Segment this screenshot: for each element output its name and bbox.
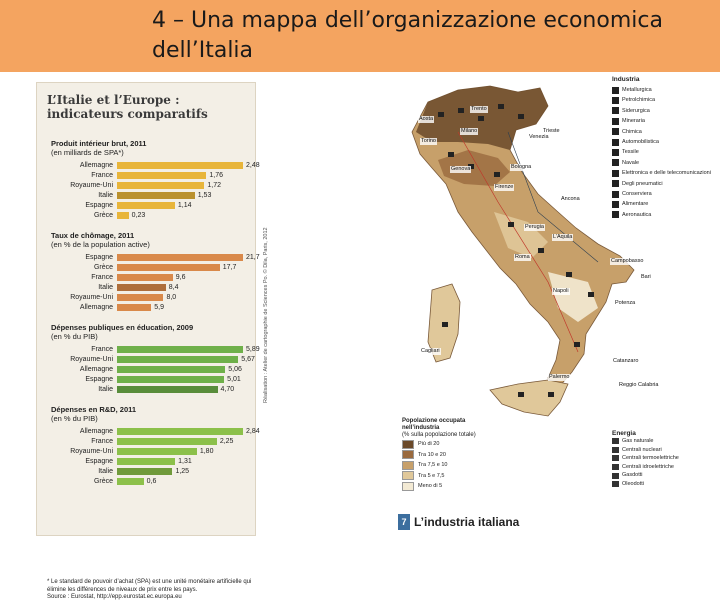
indicator-row	[37, 467, 255, 476]
value-label: 1,72	[207, 182, 221, 189]
panel-footnote	[47, 579, 255, 602]
industry-legend-label: Degli pneumatici	[622, 180, 663, 187]
section-subheading: (en % de la population active)	[51, 240, 150, 249]
population-legend-label: Tra 7,5 e 10	[418, 462, 448, 469]
population-legend-label: Tra 5 e 7,5	[418, 472, 445, 479]
population-legend-item	[402, 439, 502, 450]
indicator-row	[37, 427, 260, 436]
value-label: 5,67	[241, 356, 255, 363]
industry-legend-item	[612, 137, 716, 147]
indicator-row	[37, 181, 255, 190]
country-label: Espagne	[85, 376, 113, 383]
country-label: Grèce	[93, 264, 113, 271]
industry-legend-title: Industria	[612, 76, 640, 83]
industry-legend-item	[612, 158, 716, 168]
industry-legend-item	[612, 168, 716, 178]
value-bar	[117, 274, 173, 281]
indicator-row	[37, 365, 255, 374]
country-label: Allemagne	[79, 428, 113, 435]
population-legend-subtitle: (% sulla popolazione totale)	[402, 432, 476, 438]
indicator-row	[37, 283, 255, 292]
industry-legend	[612, 76, 716, 220]
value-label: 8,0	[166, 294, 177, 301]
value-label: 1,80	[199, 448, 214, 455]
energy-icon	[612, 447, 619, 453]
city-label: Cagliari	[421, 348, 440, 354]
country-label: Espagne	[85, 458, 113, 465]
value-bar	[117, 212, 129, 219]
energy-legend	[612, 430, 716, 489]
city-label: Bologna	[511, 164, 532, 170]
indicator-row	[37, 355, 255, 364]
city-label: Reggio Calabria	[619, 382, 659, 388]
value-label: 2,84	[246, 428, 260, 435]
country-label: Grèce	[93, 478, 113, 485]
industry-legend-item	[612, 147, 716, 157]
value-bar	[117, 386, 218, 393]
value-bar	[117, 448, 197, 455]
value-bar	[117, 438, 217, 445]
indicator-row	[37, 345, 260, 354]
indicator-row	[37, 191, 255, 200]
value-label: 1,76	[209, 172, 224, 179]
population-legend-item	[402, 460, 502, 471]
factory-icon	[612, 180, 619, 187]
energy-legend-label: Centrali nucleari	[622, 446, 662, 453]
indicator-row	[37, 293, 255, 302]
industry-legend-label: Mineraria	[622, 118, 645, 125]
industry-legend-item	[612, 116, 716, 126]
footnote-spa: * Le standard de pouvoir d’achat (SPA) est une unité monétaire artificielle qui élimine les différences de niveaux de prix entre les pays.	[47, 579, 252, 593]
industry-legend-item	[612, 127, 716, 137]
color-swatch	[402, 461, 414, 470]
energy-icon	[612, 455, 619, 461]
footnote-source: Source : Eurostat, http://epp.eurostat.ec.europa.eu	[47, 594, 182, 600]
value-label: 17,7	[222, 264, 237, 271]
energy-legend-item	[612, 480, 716, 489]
energy-legend-item	[612, 437, 716, 446]
energy-legend-label: Centrali termoelettriche	[622, 455, 679, 462]
value-label: 9,6	[175, 274, 186, 281]
indicator-row	[37, 273, 255, 282]
color-swatch	[402, 450, 414, 459]
population-legend-label: Meno di 5	[418, 483, 443, 490]
city-label: Roma	[515, 254, 530, 260]
indicator-row	[37, 211, 255, 220]
value-bar	[117, 428, 243, 435]
section-subheading: (en % du PIB)	[51, 332, 98, 341]
city-label: Venezia	[529, 134, 549, 140]
country-label: France	[91, 274, 113, 281]
energy-icon	[612, 473, 619, 479]
industry-legend-label: Aeronautica	[622, 211, 652, 218]
value-label: 1,14	[177, 202, 192, 209]
color-swatch	[402, 471, 414, 480]
industry-legend-label: Automobilistica	[622, 138, 659, 145]
industry-legend-label: Alimentare	[622, 201, 649, 208]
factory-icon	[612, 149, 619, 156]
value-label: 8,4	[168, 284, 179, 291]
energy-legend-label: Oleodotti	[622, 480, 645, 487]
value-bar	[117, 172, 206, 179]
value-bar	[117, 366, 225, 373]
country-label: Italie	[98, 192, 113, 199]
value-bar	[117, 356, 238, 363]
value-bar	[117, 376, 224, 383]
industry-legend-label: Navale	[622, 159, 640, 166]
value-bar	[117, 192, 195, 199]
section-subheading: (en milliards de SPA*)	[51, 148, 124, 157]
industry-legend-item	[612, 179, 716, 189]
credit-note: Réalisation : Atelier de cartographie de Sciences Po. © Dila, Paris, 2012	[263, 227, 269, 403]
value-label: 0,6	[146, 478, 157, 485]
city-label: Trieste	[543, 128, 560, 134]
country-label: Royaume-Uni	[70, 182, 113, 189]
city-label: L’Aquila	[553, 234, 573, 240]
country-label: Espagne	[85, 202, 113, 209]
factory-icon	[612, 201, 619, 208]
value-bar	[117, 182, 204, 189]
energy-legend-label: Centrali idroelettriche	[622, 463, 674, 470]
population-legend	[402, 418, 502, 492]
indicator-row	[37, 171, 255, 180]
country-label: Royaume-Uni	[70, 294, 113, 301]
indicator-row	[37, 375, 255, 384]
energy-legend-items	[612, 437, 716, 489]
city-label: Catanzaro	[613, 358, 639, 364]
industry-legend-label: Conserviera	[622, 190, 652, 197]
value-label: 1,53	[197, 192, 212, 199]
city-label: Campobasso	[611, 258, 644, 264]
energy-icon	[612, 481, 619, 487]
value-bar	[117, 162, 243, 169]
slide-header	[0, 0, 720, 72]
value-bar	[117, 294, 163, 301]
factory-icon	[612, 128, 619, 135]
industry-legend-label: Siderurgica	[622, 107, 650, 114]
section-heading: Produit intérieur brut, 2011	[51, 139, 147, 148]
energy-legend-item	[612, 471, 716, 480]
city-label: Aosta	[419, 116, 434, 122]
industry-legend-item	[612, 85, 716, 95]
factory-icon	[612, 107, 619, 114]
industry-legend-item	[612, 199, 716, 209]
value-bar	[117, 202, 175, 209]
city-label: Potenza	[615, 300, 636, 306]
industry-legend-items	[612, 85, 716, 220]
value-label: 2,48	[246, 162, 260, 169]
value-label: 21,7	[246, 254, 260, 261]
country-label: Allemagne	[79, 366, 113, 373]
energy-legend-label: Gas naturale	[622, 438, 654, 444]
industry-legend-item	[612, 210, 716, 220]
city-label: Firenze	[495, 184, 514, 190]
section-subheading: (en % du PIB)	[51, 414, 98, 423]
map-number: 7	[398, 514, 410, 530]
indicator-row	[37, 457, 255, 466]
factory-icon	[612, 211, 619, 218]
section-heading: Taux de chômage, 2011	[51, 231, 135, 240]
section-title	[51, 323, 251, 341]
energy-icon	[612, 464, 619, 470]
value-label: 5,89	[246, 346, 260, 353]
population-legend-title: Popolazione occupata nell’industria	[402, 418, 466, 431]
industry-legend-item	[612, 106, 716, 116]
map-title-bar	[398, 512, 612, 532]
value-label: 1,31	[178, 458, 192, 465]
indicators-panel	[36, 82, 269, 600]
country-label: Royaume-Uni	[70, 356, 113, 363]
indicator-row	[37, 447, 255, 456]
energy-legend-item	[612, 446, 716, 455]
population-legend-item	[402, 471, 502, 482]
indicator-row	[37, 303, 255, 312]
value-label: 5,01	[227, 376, 241, 383]
population-legend-item	[402, 481, 502, 492]
city-label: Milano	[461, 128, 478, 134]
value-bar	[117, 346, 243, 353]
country-label: France	[91, 438, 113, 445]
industry-legend-label: Tessile	[622, 149, 639, 156]
industry-legend-item	[612, 95, 716, 105]
section-title	[51, 139, 251, 157]
indicator-row	[37, 385, 255, 394]
country-label: Espagne	[85, 254, 113, 261]
country-label: Allemagne	[79, 304, 113, 311]
industry-legend-item	[612, 189, 716, 199]
energy-legend-item	[612, 454, 716, 463]
city-label: Bari	[641, 274, 651, 280]
section-heading: Dépenses en R&D, 2011	[51, 405, 137, 414]
city-label: Napoli	[553, 288, 569, 294]
population-legend-items	[402, 439, 502, 492]
population-legend-label: Più di 20	[418, 441, 440, 448]
population-legend-label: Tra 10 e 20	[418, 451, 446, 458]
country-label: Royaume-Uni	[70, 448, 113, 455]
value-bar	[117, 264, 220, 271]
industry-legend-label: Petrolchimica	[622, 97, 656, 104]
energy-legend-label: Gasdotti	[622, 472, 643, 479]
value-label: 4,70	[220, 386, 235, 393]
country-label: France	[91, 346, 113, 353]
energy-legend-title: Energia	[612, 430, 636, 437]
indicator-row	[37, 253, 260, 262]
indicator-row	[37, 477, 255, 486]
value-bar	[117, 478, 144, 485]
city-label: Genova	[451, 166, 471, 172]
country-label: Grèce	[93, 212, 113, 219]
factory-icon	[612, 191, 619, 198]
value-bar	[117, 284, 166, 291]
factory-icon	[612, 159, 619, 166]
country-label: Italie	[98, 468, 113, 475]
country-label: France	[91, 172, 113, 179]
energy-icon	[612, 438, 619, 444]
value-bar	[117, 304, 151, 311]
indicator-row	[37, 263, 255, 272]
color-swatch	[402, 482, 414, 491]
panel-title: L’Italie et l’Europe : indicateurs comparatifs	[47, 93, 208, 121]
population-legend-item	[402, 450, 502, 461]
slide-title: 4 – Una mappa dell’organizzazione economica dell’Italia	[152, 8, 663, 63]
factory-icon	[612, 170, 619, 177]
industry-legend-label: Elettronica e delle telecomunicazioni	[622, 170, 711, 177]
city-label: Trento	[471, 106, 487, 112]
factory-icon	[612, 87, 619, 94]
city-label: Perugia	[525, 224, 544, 230]
color-swatch	[402, 440, 414, 449]
value-bar	[117, 458, 175, 465]
energy-legend-item	[612, 463, 716, 472]
indicator-row	[37, 161, 260, 170]
indicator-row	[37, 201, 255, 210]
value-bar	[117, 254, 243, 261]
factory-icon	[612, 139, 619, 146]
factory-icon	[612, 118, 619, 125]
value-label: 5,06	[228, 366, 242, 373]
factory-icon	[612, 97, 619, 104]
industry-legend-label: Metallurgica	[622, 87, 652, 93]
map-title: L’industria italiana	[414, 515, 520, 529]
country-label: Italie	[98, 386, 113, 393]
value-bar	[117, 468, 172, 475]
country-label: Italie	[98, 284, 113, 291]
country-label: Allemagne	[79, 162, 113, 169]
section-title	[51, 405, 251, 423]
section-heading: Dépenses publiques en éducation, 2009	[51, 323, 194, 332]
value-label: 5,9	[154, 304, 164, 311]
value-label: 1,25	[175, 468, 190, 475]
section-title	[51, 231, 251, 249]
indicator-row	[37, 437, 255, 446]
city-label: Torino	[421, 138, 436, 144]
city-label: Palermo	[549, 374, 570, 380]
industry-legend-label: Chimica	[622, 128, 642, 135]
value-label: 2,25	[219, 438, 234, 445]
value-label: 0,23	[131, 212, 146, 219]
city-label: Ancona	[561, 196, 580, 202]
